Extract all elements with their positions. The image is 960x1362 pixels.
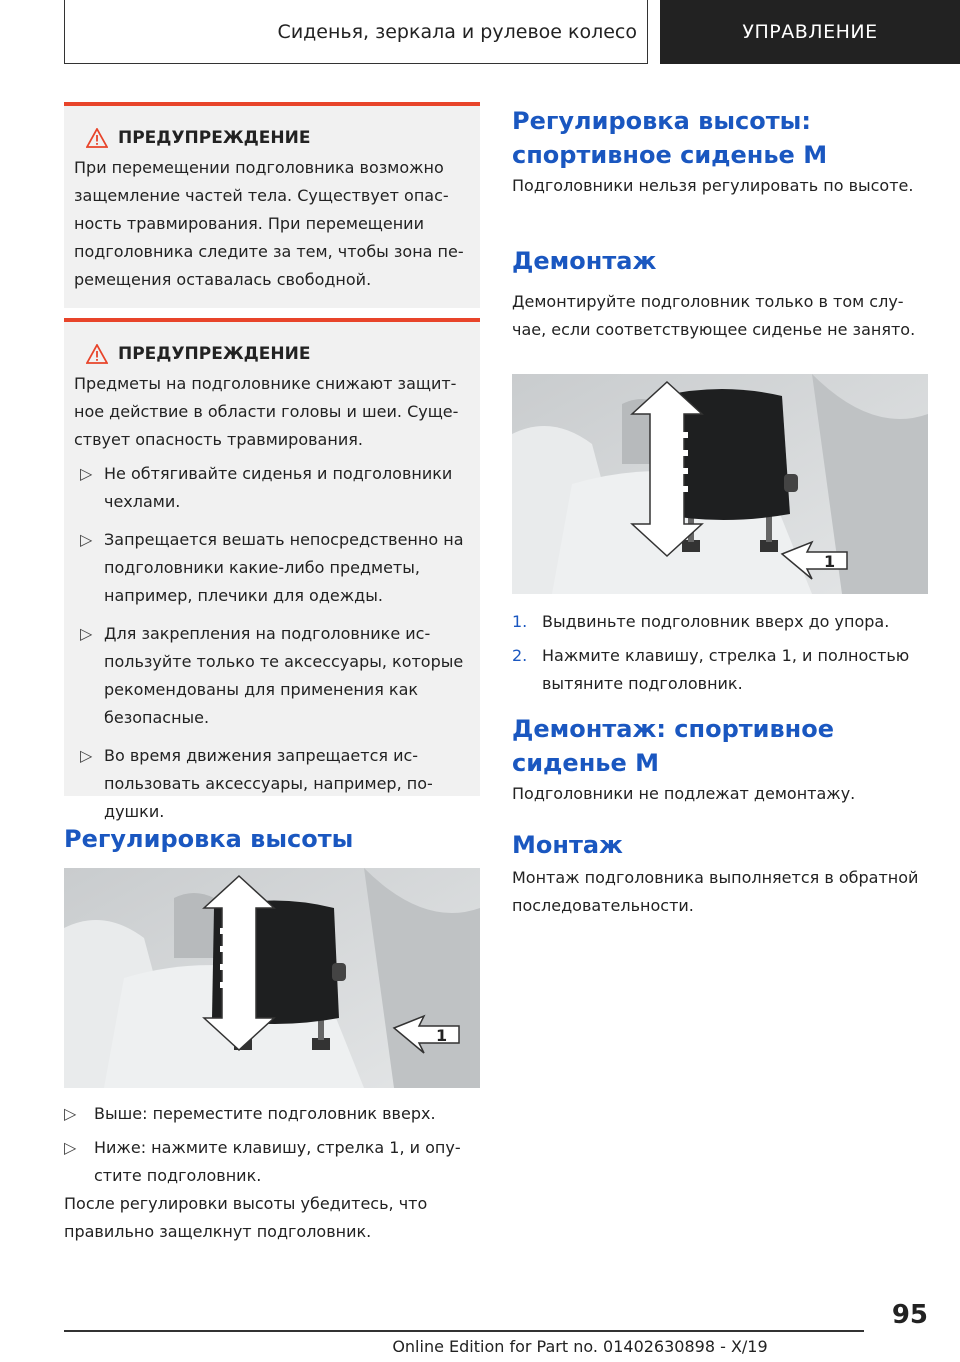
removal-text: Демонтируйте подголовник только в том случае, если соответствующее сиденье не занято. [512,292,916,339]
warning-text: Предметы на подголовнике снижают защитное действие в области головы и шеи. Существует опасность травмирования. [74,374,459,449]
triangle-bullet-icon: ▷ [64,1138,77,1157]
headrest-illustration [64,868,480,1088]
height-bullet-list [64,1100,480,1196]
chapter-title: УПРАВЛЕНИЕ [742,21,878,43]
warning-bullet-list [74,460,470,826]
header-chapter [660,0,960,64]
list-item: 2. Нажмите клавишу, стрелка 1, и полностью вытяните подголовник. [512,646,910,693]
image-callout-label: 1 [436,1026,448,1045]
list-item: ▷ Во время движения запрещается использовать аксессуары, например, подушки. [74,742,470,826]
section-heading-height: Регулировка высоты [64,825,354,853]
triangle-bullet-icon: ▷ [64,1104,77,1123]
headrest-photo [64,868,480,1088]
footer-divider [64,1330,864,1332]
list-item: ▷ Выше: переместите подголовник вверх. [64,1100,480,1128]
warning-title: ПРЕДУПРЕЖДЕНИЕ [86,344,470,364]
warning-title: ПРЕДУПРЕЖДЕНИЕ [86,128,470,148]
warning-text: При перемещении подголовника возможно защемление частей тела. Существует опасность травмирования. При перемещении подголовника следите за тем, чтобы зона перемещения оставалась свободной. [74,158,464,289]
triangle-bullet-icon: ▷ [80,464,93,483]
list-item: ▷ Ниже: нажмите клавишу, стрелка 1, и опустите подголовник. [64,1134,480,1190]
list-item: ▷ Для закрепления на подголовнике используйте только те аксессуары, которые рекомендованы для применения как безопасные. [74,620,470,732]
triangle-bullet-icon: ▷ [80,530,93,549]
list-item: ▷ Не обтягивайте сиденья и подголовники чехлами. [74,460,470,516]
section-heading-install: Монтаж [512,831,623,859]
image-callout-label: 1 [824,552,836,571]
section-heading-removal: Демонтаж [512,247,657,275]
sport-text: Подголовники нельзя регулировать по высоте. [512,176,914,195]
warning-box-2 [64,318,480,821]
list-item: 1. Выдвиньте подголовник вверх до упора. [512,612,890,631]
section-heading-sport-removal: Демонтаж: спортивное сиденье M [512,715,835,777]
triangle-bullet-icon: ▷ [80,746,93,765]
warning-triangle-icon [86,128,108,148]
section-title: Сиденья, зеркала и рулевое колесо [277,20,637,43]
height-after-text: После регулировки высоты убедитесь, что правильно защелкнут подголовник. [64,1194,428,1241]
warning-triangle-icon [86,344,108,364]
section-heading-sport: Регулировка высоты: спортивное сиденье M [512,107,828,169]
footer-edition: Online Edition for Part no. 01402630898 - X/19 [392,1337,768,1356]
list-item: ▷ Запрещается вешать непосредственно на подголовники какие-либо предметы, например, плечики для одежды. [74,526,470,610]
warning-box-1 [64,102,480,308]
headrest-removal-illustration [512,374,928,594]
removal-steps [512,608,928,704]
page-number: 95 [891,1300,928,1330]
headrest-removal-photo [512,374,928,594]
header-section-title [64,0,648,64]
sport-removal-text: Подголовники не подлежат демонтажу. [512,784,856,803]
install-text: Монтаж подголовника выполняется в обратной последовательности. [512,868,919,915]
triangle-bullet-icon: ▷ [80,624,93,643]
